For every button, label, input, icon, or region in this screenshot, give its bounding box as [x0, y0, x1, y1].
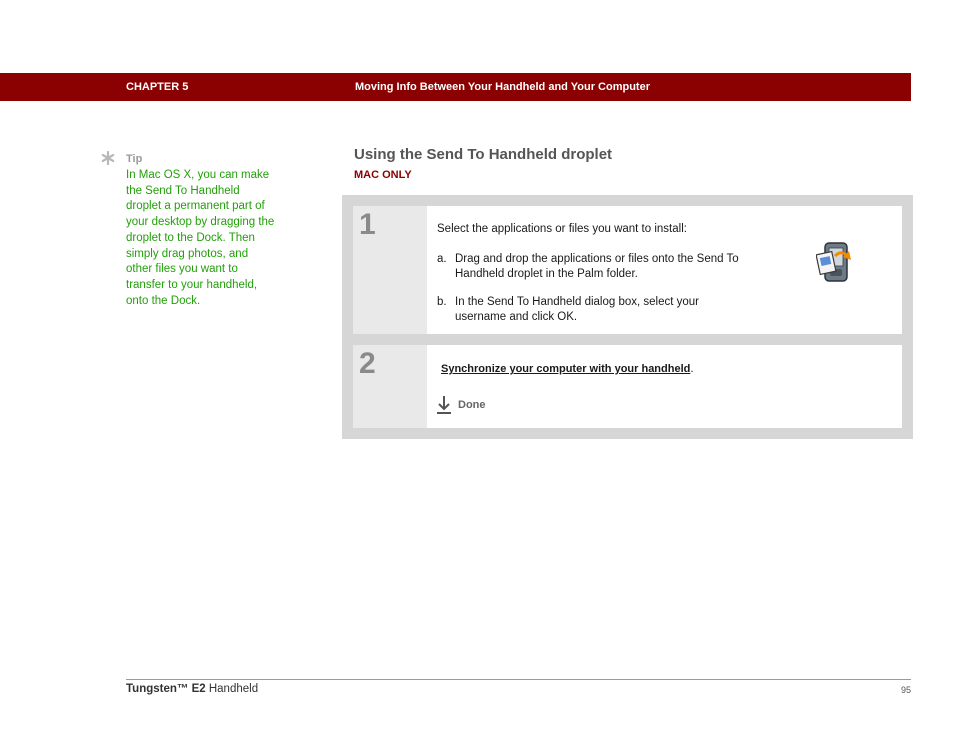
down-arrow-icon — [436, 395, 452, 415]
footer-rule — [126, 679, 911, 680]
chapter-title: Moving Info Between Your Handheld and Your Computer — [355, 81, 650, 93]
synchronize-link[interactable]: Synchronize your computer with your handheld — [441, 363, 691, 375]
link-suffix: . — [690, 363, 694, 375]
footer-product-name: Handheld — [208, 683, 259, 695]
step-2-body — [427, 345, 902, 428]
item-marker: b. — [437, 296, 447, 308]
footer-product — [126, 683, 258, 695]
asterisk-icon — [101, 151, 115, 165]
step-1-item-b — [437, 295, 747, 325]
step-2-number-cell — [353, 345, 427, 428]
tip-label: Tip — [126, 153, 143, 165]
page-number: 95 — [900, 685, 911, 695]
step-number: 2 — [359, 347, 376, 380]
tip-text: In Mac OS X, you can make the Send To Handheld droplet a permanent part of your desktop by dragging the droplet to the Dock. Then simply drag photos, and other files you want to transfer to your handheld, onto the Dock. — [126, 169, 275, 307]
step-1-body — [427, 206, 902, 334]
done-label: Done — [458, 399, 486, 411]
item-text: In the Send To Handheld dialog box, select your username and click OK. — [455, 296, 700, 323]
step-1-item-a — [437, 252, 767, 282]
step-1-intro: Select the applications or files you want to install: — [437, 223, 687, 235]
send-to-handheld-icon — [816, 241, 860, 285]
mac-only-label: MAC ONLY — [354, 169, 412, 181]
section-title: Using the Send To Handheld droplet — [354, 146, 613, 163]
chapter-label: CHAPTER 5 — [126, 81, 189, 93]
chapter-header-bar — [0, 73, 911, 101]
item-marker: a. — [437, 253, 447, 265]
step-1-number-cell — [353, 206, 427, 334]
item-text: Drag and drop the applications or files onto the Send To Handheld droplet in the Palm folder. — [455, 253, 739, 280]
step-number: 1 — [359, 208, 376, 241]
step-2-line — [441, 363, 694, 375]
footer-brand: Tungsten™ E2 — [126, 683, 206, 695]
